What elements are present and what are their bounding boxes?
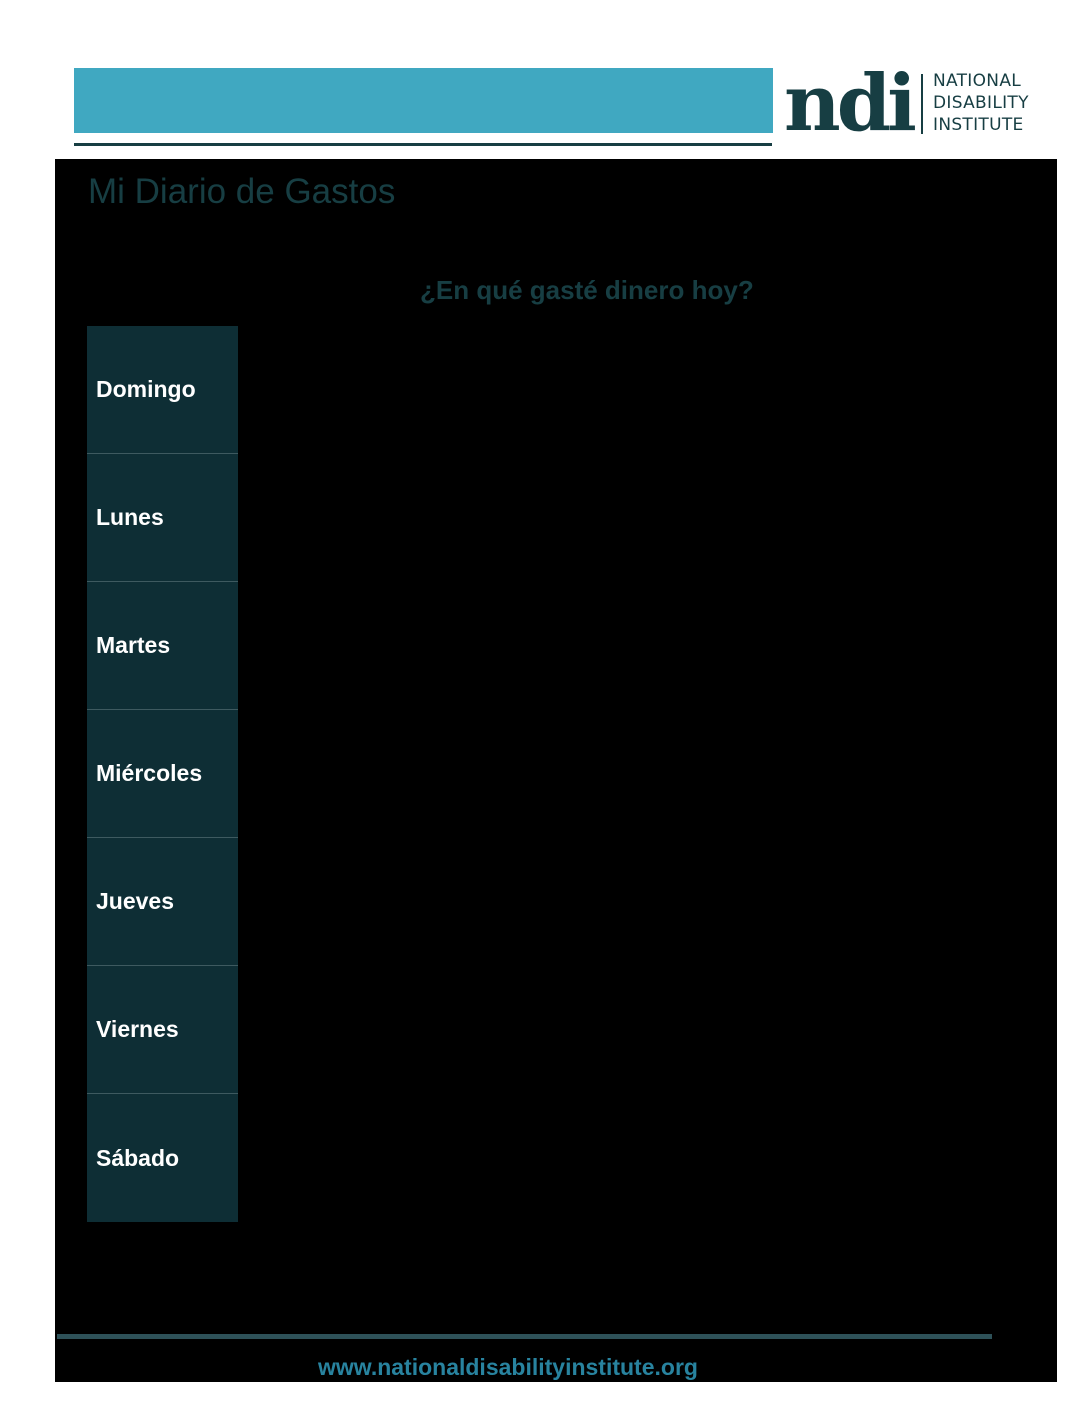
footer-rule: [57, 1334, 992, 1339]
page-title: Mi Diario de Gastos: [88, 172, 396, 211]
day-label-sabado: Sábado: [87, 1094, 238, 1222]
day-label-domingo: Domingo: [87, 326, 238, 454]
ndi-logo: [784, 58, 1054, 149]
day-list: [87, 326, 238, 1222]
day-label-miercoles: Miércoles: [87, 710, 238, 838]
diary-question: ¿En qué gasté dinero hoy?: [420, 275, 754, 305]
logo-line-1: NATIONAL: [933, 71, 1022, 91]
header-rule: [74, 143, 772, 146]
header-color-band: [74, 68, 773, 133]
logo-line-3: INSTITUTE: [933, 115, 1024, 135]
logo-divider: [921, 74, 923, 134]
day-label-lunes: Lunes: [87, 454, 238, 582]
diary-sheet: [55, 159, 1057, 1382]
logo-mark: ndi: [784, 58, 913, 149]
day-label-jueves: Jueves: [87, 838, 238, 966]
logo-line-2: DISABILITY: [933, 93, 1029, 113]
day-label-viernes: Viernes: [87, 966, 238, 1094]
day-label-martes: Martes: [87, 582, 238, 710]
website-url: www.nationaldisabilityinstitute.org: [318, 1354, 698, 1380]
logo-wordmark: [933, 70, 1029, 136]
